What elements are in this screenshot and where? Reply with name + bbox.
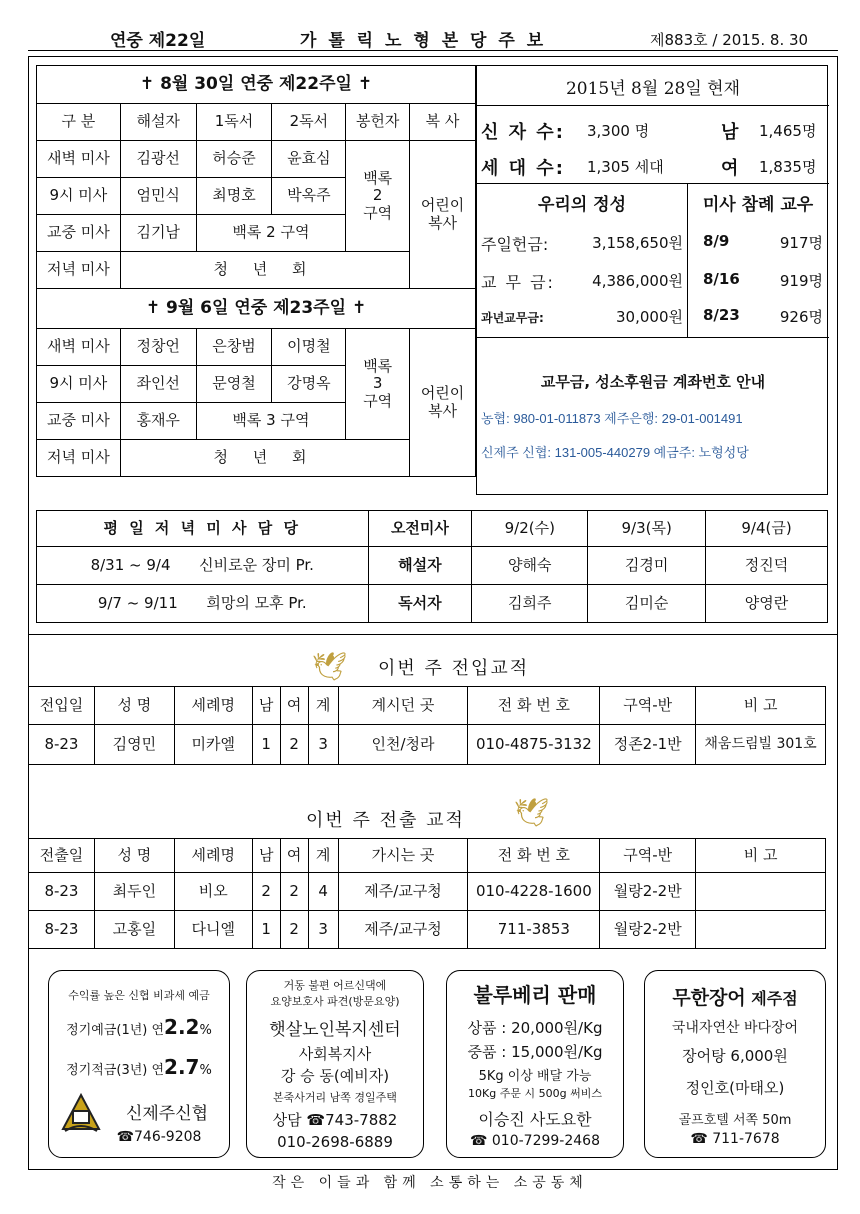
male-label: 남: [721, 122, 739, 143]
col-head: 가시는 곳: [338, 839, 468, 873]
col-head: 남: [252, 687, 280, 725]
ad-line: 상담 ☎743-7882: [272, 1111, 398, 1129]
cell: 2: [252, 873, 280, 911]
mass-name: 저녁 미사: [37, 252, 121, 289]
ad-care-center: [246, 970, 424, 1158]
header-center: 가 톨 릭 노 형 본 당 주 보: [300, 31, 547, 51]
col-commentator: 해설자: [120, 104, 196, 141]
ad-line: 010-2698-6889: [277, 1133, 393, 1151]
cell: 미카엘: [174, 725, 252, 765]
group: 신비로운 장미 Pr.: [199, 555, 314, 574]
cell: 8-23: [29, 873, 95, 911]
server-line: 복사: [428, 213, 458, 232]
col-head: 성 명: [94, 687, 174, 725]
ad-line: 10Kg 주문 시 500g 써비스: [468, 1087, 602, 1100]
attendance-count: 919명: [779, 272, 823, 290]
cell: 8-23: [29, 725, 95, 765]
cell: 2: [280, 725, 308, 765]
ad-rate: 2.7: [164, 1055, 200, 1079]
ad-line: ☎ 711-7678: [690, 1131, 780, 1147]
mass-duty-table: [36, 65, 476, 477]
offer-line: 백록: [363, 169, 393, 188]
col-offerer: 봉헌자: [346, 104, 410, 141]
col-server: 복 사: [410, 104, 476, 141]
offering-head: 우리의 정성: [537, 195, 627, 215]
duty-group: 백록 3 구역: [196, 403, 346, 440]
offer-line: 백록: [363, 357, 393, 376]
ad-line: 5Kg 이상 배달 가능: [478, 1069, 592, 1084]
ad-line: 장어탕 6,000원: [682, 1047, 788, 1065]
duty-name: 최명호: [196, 178, 272, 215]
duty-group: 청 년 회: [120, 440, 409, 477]
col-head: 전출일: [29, 839, 95, 873]
col-reading2: 2독서: [272, 104, 346, 141]
ad-phone: ☎746-9208: [116, 1129, 202, 1145]
col-head: 비 고: [696, 687, 826, 725]
name: 김희주: [472, 585, 588, 623]
attendance-head: 미사 참례 교우: [702, 195, 814, 215]
ad-line: ☎ 010-7299-2468: [470, 1133, 600, 1149]
attendance-date: 8/16: [703, 270, 740, 288]
period: 9/7 ~ 9/11: [97, 593, 178, 612]
name: 양영란: [706, 585, 828, 623]
section-rule: [28, 634, 838, 635]
cell: 김영민: [94, 725, 174, 765]
cell: 월랑2-2반: [600, 873, 696, 911]
name: 정진덕: [706, 547, 828, 585]
ad-line: 요양보호사 파견(방문요양): [270, 995, 400, 1008]
accounts-line2: 신제주 신협: 131-005-440279 예금주: 노형성당: [481, 445, 749, 460]
week2-title-text: 9월 6일 연중 제23주일: [165, 297, 347, 318]
period: 8/31 ~ 9/4: [90, 555, 171, 574]
believers-value: 3,300 명: [587, 122, 650, 140]
cell: 1: [252, 911, 280, 949]
cell: 정존2-1반: [600, 725, 696, 765]
col-head: 세례명: [174, 839, 252, 873]
ad-line: 국내자연산 바다장어: [671, 1020, 799, 1036]
name: 양해숙: [472, 547, 588, 585]
cell: 채움드림빌 301호: [696, 725, 826, 765]
name: 김경미: [588, 547, 706, 585]
ad-rate: 2.2: [164, 1015, 200, 1039]
col-head: 세례명: [174, 687, 252, 725]
header-left: 연중 제22일: [110, 31, 206, 51]
date-head: 9/2(수): [472, 511, 588, 547]
transfer-out-table: [28, 838, 826, 949]
col-head: 여: [280, 687, 308, 725]
col-head: 전 화 번 호: [468, 839, 600, 873]
transfer-in-table: [28, 686, 826, 765]
ad-line: [49, 1055, 229, 1079]
cross-icon: ✝: [357, 73, 373, 94]
cell: 3: [308, 725, 338, 765]
mass-name: 9시 미사: [37, 366, 121, 403]
duty-name: 홍재우: [120, 403, 196, 440]
offering-label: 주일헌금:: [481, 235, 549, 254]
duty-name: 박옥주: [272, 178, 346, 215]
name: 김미순: [588, 585, 706, 623]
duty-name: 이명철: [272, 329, 346, 366]
believers-label: 신 자 수:: [481, 122, 565, 143]
role: 독서자: [368, 585, 472, 623]
week2-offerer: [346, 329, 410, 440]
ad-line: 상품 : 20,000원/Kg: [467, 1019, 603, 1037]
cell: 최두인: [94, 873, 174, 911]
col-head: 남: [252, 839, 280, 873]
ad-line: 거동 불편 어르신댁에: [283, 979, 387, 992]
ad-text: %: [199, 1023, 212, 1038]
duty-name: 정창언: [120, 329, 196, 366]
duty-group: 청 년 회: [120, 252, 409, 289]
ad-line: 수익률 높은 신협 비과세 예금: [68, 989, 210, 1002]
duty-name: 허승준: [196, 141, 272, 178]
cell: 2: [280, 911, 308, 949]
col-head: 성 명: [94, 839, 174, 873]
col-reading1: 1독서: [196, 104, 272, 141]
cell: 1: [252, 725, 280, 765]
weekday-duty: [37, 547, 369, 585]
ad-line: [49, 1015, 229, 1039]
dove-icon: 🕊: [312, 650, 348, 683]
mass-name: 교중 미사: [37, 403, 121, 440]
header-rule: [28, 50, 838, 51]
mass-name: 9시 미사: [37, 178, 121, 215]
duty-name: 문영철: [196, 366, 272, 403]
cell: 월랑2-2반: [600, 911, 696, 949]
ad-eel: [644, 970, 826, 1158]
col-head: 계시던 곳: [338, 687, 468, 725]
offering-label: 과년교무금:: [481, 311, 544, 325]
offer-line: 구역: [363, 391, 393, 410]
ad-name: 신제주신협: [125, 1104, 209, 1124]
ad-line: 이승진 사도요한: [478, 1110, 592, 1129]
duty-name: 윤효심: [272, 141, 346, 178]
attendance-date: 8/9: [703, 232, 730, 250]
duty-name: 은창범: [196, 329, 272, 366]
mass-name: 저녁 미사: [37, 440, 121, 477]
ad-line: 햇살노인복지센터: [269, 1020, 401, 1040]
table-row: [29, 725, 826, 765]
divider: [477, 105, 829, 106]
group: 희망의 모후 Pr.: [206, 593, 307, 612]
stats-asof: 2015년 8월 28일 현재: [565, 79, 741, 99]
duty-name: 김기남: [120, 215, 196, 252]
ad-blueberry: [446, 970, 624, 1158]
offering-value: 4,386,000원: [592, 272, 683, 290]
cell: [696, 911, 826, 949]
ad-text: 정기적금(3년) 연: [66, 1063, 165, 1078]
duty-name: 강명옥: [272, 366, 346, 403]
divider: [477, 183, 829, 184]
cell: 8-23: [29, 911, 95, 949]
ad-text: 정기예금(1년) 연: [66, 1023, 165, 1038]
female-value: 1,835명: [759, 158, 817, 176]
date-head: 9/4(금): [706, 511, 828, 547]
col-head: 계: [308, 839, 338, 873]
table-row: [29, 911, 826, 949]
weekday-mass-table: [36, 510, 828, 623]
server-line: 어린이: [420, 196, 465, 215]
col-head: 전 화 번 호: [468, 687, 600, 725]
week1-title: [37, 66, 476, 104]
mass-name: 새벽 미사: [37, 329, 121, 366]
week1-title-text: 8월 30일 연중 제22주일: [160, 73, 352, 94]
col-head: 구역-반: [600, 687, 696, 725]
attendance-count: 926명: [779, 308, 823, 326]
weekday-duty: [37, 585, 369, 623]
header-right: 제883호 / 2015. 8. 30: [650, 31, 809, 49]
ad-credit-union: [48, 970, 230, 1158]
divider: [477, 337, 829, 338]
role: 해설자: [368, 547, 472, 585]
mass-name: 교중 미사: [37, 215, 121, 252]
cell: 제주/교구청: [338, 873, 468, 911]
ad-line: 골프호텔 서쪽 50m: [678, 1113, 792, 1128]
transfer-out-title: 이번 주 전출 교적: [306, 810, 465, 831]
col-gubun: 구 분: [37, 104, 121, 141]
ad-line: 사회복지사: [298, 1045, 372, 1063]
cross-icon: ✝: [145, 297, 161, 318]
duty-name: 엄민식: [120, 178, 196, 215]
mass-name: 새벽 미사: [37, 141, 121, 178]
cell: 비오: [174, 873, 252, 911]
stats-pane: [476, 65, 828, 495]
col-head: 구역-반: [600, 839, 696, 873]
attendance-count: 917명: [779, 234, 823, 252]
ad-title: [645, 983, 825, 1010]
offer-line: 구역: [363, 203, 393, 222]
households-label: 세 대 수:: [481, 158, 565, 179]
week1-server: [410, 141, 476, 289]
ad-title: 불루베리 판매: [473, 983, 597, 1007]
attendance-date: 8/23: [703, 306, 740, 324]
cell: 다니엘: [174, 911, 252, 949]
accounts-line1: 농협: 980-01-011873 제주은행: 29-01-001491: [481, 411, 743, 426]
col-head: 비 고: [696, 839, 826, 873]
week2-title: [37, 289, 476, 329]
week1-offerer: [346, 141, 410, 252]
table-row: [29, 873, 826, 911]
offering-label: 교 무 금:: [481, 273, 555, 292]
cell: 3: [308, 911, 338, 949]
morning-head: 오전미사: [368, 511, 472, 547]
duty-group: 백록 2 구역: [196, 215, 346, 252]
weekday-head: 평 일 저 녁 미 사 담 당: [37, 511, 369, 547]
offering-value: 30,000원: [616, 308, 683, 326]
ad-title-main: 무한장어: [672, 987, 746, 1009]
cell: 2: [280, 873, 308, 911]
server-line: 복사: [428, 401, 458, 420]
ad-title-sub: 제주점: [745, 989, 798, 1008]
cell: 4: [308, 873, 338, 911]
cell: 711-3853: [468, 911, 600, 949]
dove-icon: 🕊: [514, 796, 550, 829]
footer-motto: 작은 이들과 함께 소통하는 소공동체: [272, 1175, 588, 1191]
cell: 010-4228-1600: [468, 873, 600, 911]
cell: 고홍일: [94, 911, 174, 949]
cell: [696, 873, 826, 911]
server-line: 어린이: [420, 384, 465, 403]
date-head: 9/3(목): [588, 511, 706, 547]
cell: 010-4875-3132: [468, 725, 600, 765]
cell: 제주/교구청: [338, 911, 468, 949]
ad-text: %: [199, 1063, 212, 1078]
ad-line: 중품 : 15,000원/Kg: [467, 1043, 603, 1061]
week2-server: [410, 329, 476, 477]
col-head: 전입일: [29, 687, 95, 725]
ad-line: 본죽사거리 남쪽 경일주택: [273, 1091, 397, 1104]
ad-line: 정인호(마태오): [685, 1079, 785, 1097]
accounts-title: 교무금, 성소후원금 계좌번호 안내: [540, 373, 766, 391]
female-label: 여: [721, 158, 739, 179]
households-value: 1,305 세대: [587, 158, 664, 176]
male-value: 1,465명: [759, 122, 817, 140]
duty-name: 좌인선: [120, 366, 196, 403]
ad-line: 강 승 동(예비자): [280, 1067, 390, 1085]
cross-icon: ✝: [139, 73, 155, 94]
col-head: 여: [280, 839, 308, 873]
duty-name: 김광선: [120, 141, 196, 178]
cross-icon: ✝: [351, 297, 367, 318]
col-head: 계: [308, 687, 338, 725]
cell: 인천/청라: [338, 725, 468, 765]
transfer-in-title: 이번 주 전입교적: [378, 658, 530, 679]
offer-line: 3: [372, 374, 383, 393]
offering-value: 3,158,650원: [592, 234, 683, 252]
offer-line: 2: [372, 186, 383, 205]
